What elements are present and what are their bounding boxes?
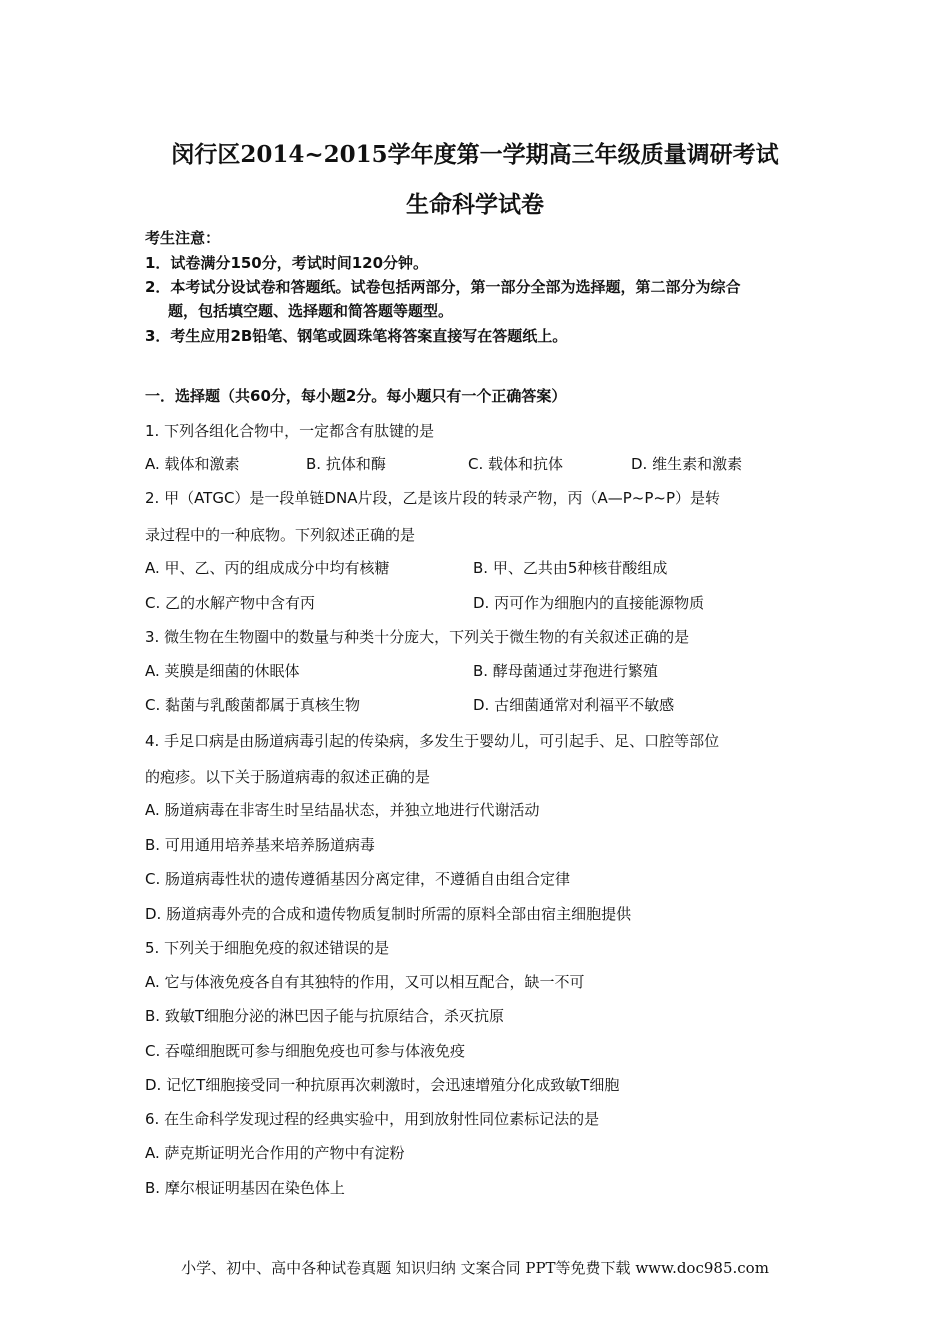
notice-item: 1．试卷满分150分，考试时间120分钟。 [145,254,429,272]
question-stem: 6. 在生命科学发现过程的经典实验中，用到放射性同位素标记法的是 [145,1110,600,1128]
question-stem: 5. 下列关于细胞免疫的叙述错误的是 [145,939,390,957]
page-footer: 小学、初中、高中各种试卷真题 知识归纳 文案合同 PPT等免费下载 www.doc985.com [181,1259,769,1277]
option-d: D. 丙可作为细胞内的直接能源物质 [473,594,705,612]
exam-subtitle: 生命科学试卷 [406,191,544,218]
option-a: A. 萨克斯证明光合作用的产物中有淀粉 [145,1144,405,1162]
option-b: B. 甲、乙共由5种核苷酸组成 [473,559,668,577]
option-d: D. 古细菌通常对利福平不敏感 [473,696,675,714]
option-c: C. 肠道病毒性状的遗传遵循基因分离定律，不遵循自由组合定律 [145,870,571,888]
question-stem: 2. 甲（ATGC）是一段单链DNA片段，乙是该片段的转录产物，丙（A—P~P~P）是转 [145,489,721,507]
notice-item: 3．考生应用2B铅笔、钢笔或圆珠笔将答案直接写在答题纸上。 [145,327,568,345]
option-b: B. 可用通用培养基来培养肠道病毒 [145,836,375,854]
question-stem: 3. 微生物在生物圈中的数量与种类十分庞大，下列关于微生物的有关叙述正确的是 [145,628,690,646]
option-b: B. 摩尔根证明基因在染色体上 [145,1179,345,1197]
option-c: C. 黏菌与乳酸菌都属于真核生物 [145,696,361,714]
option-c: C. 乙的水解产物中含有丙 [145,594,316,612]
option-a: A. 它与体液免疫各自有其独特的作用，又可以相互配合，缺一不可 [145,973,585,991]
question-stem-continued: 录过程中的一种底物。下列叙述正确的是 [145,526,416,544]
option-a: A. 肠道病毒在非寄生时呈结晶状态，并独立地进行代谢活动 [145,801,540,819]
option-d: D. 记忆T细胞接受同一种抗原再次刺激时，会迅速增殖分化成致敏T细胞 [145,1076,620,1094]
option-c: C. 载体和抗体 [468,455,564,473]
option-d: D. 肠道病毒外壳的合成和遗传物质复制时所需的原料全部由宿主细胞提供 [145,905,632,923]
notice-item-continued: 题，包括填空题、选择题和简答题等题型。 [168,302,454,320]
option-b: B. 抗体和酶 [306,455,386,473]
notice-heading: 考生注意： [145,229,221,247]
option-a: A. 载体和激素 [145,455,240,473]
section-heading: 一．选择题（共60分，每小题2分。每小题只有一个正确答案） [145,387,567,405]
option-a: A. 荚膜是细菌的休眠体 [145,662,300,680]
option-a: A. 甲、乙、丙的组成成分中均有核糖 [145,559,390,577]
option-b: B. 致敏T细胞分泌的淋巴因子能与抗原结合，杀灭抗原 [145,1007,504,1025]
option-d: D. 维生素和激素 [631,455,743,473]
exam-title: 闵行区2014~2015学年度第一学期高三年级质量调研考试 [171,141,779,168]
question-stem-continued: 的疱疹。以下关于肠道病毒的叙述正确的是 [145,768,431,786]
question-stem: 1. 下列各组化合物中，一定都含有肽键的是 [145,422,435,440]
question-stem: 4. 手足口病是由肠道病毒引起的传染病，多发生于婴幼儿，可引起手、足、口腔等部位 [145,732,720,750]
notice-item: 2．本考试分设试卷和答题纸。试卷包括两部分，第一部分全部为选择题，第二部分为综合 [145,278,741,296]
option-c: C. 吞噬细胞既可参与细胞免疫也可参与体液免疫 [145,1042,466,1060]
option-b: B. 酵母菌通过芽孢进行繁殖 [473,662,658,680]
